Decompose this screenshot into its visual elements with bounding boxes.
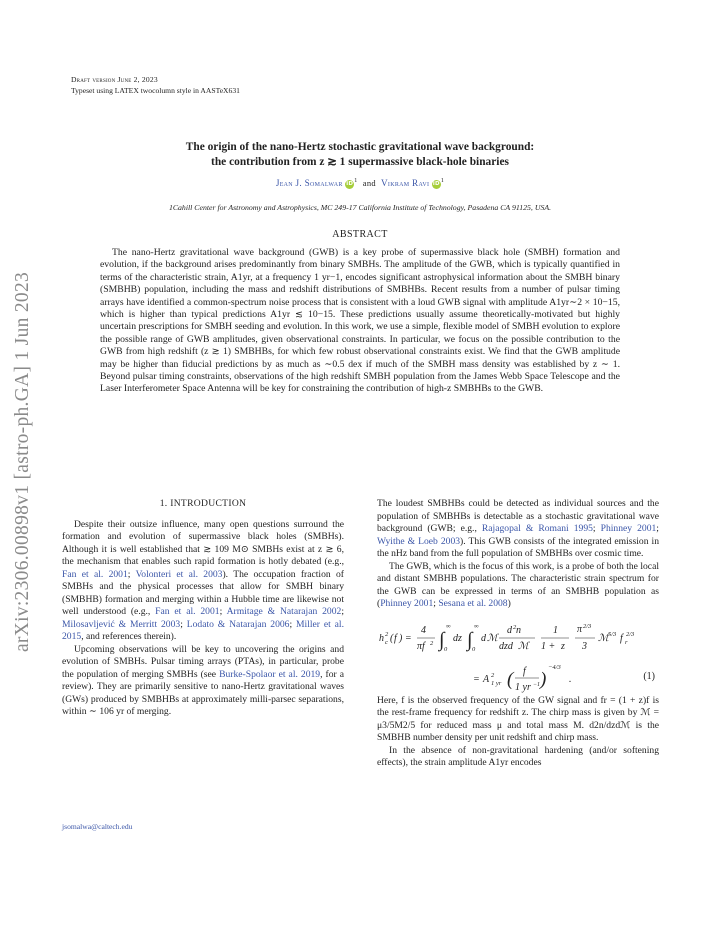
orcid-icon[interactable]: iD <box>346 181 354 187</box>
section-heading-introduction: 1. INTRODUCTION <box>159 498 247 509</box>
svg-text:d: d <box>481 632 486 644</box>
svg-text:∞: ∞ <box>446 622 451 630</box>
text-span: The GWB, which is the focus of this work, is a probe of both the local and distant SMBHB populations. The characteristic strain spectrum for the GWB can be expressed in terms of an SMBHB population as ( <box>377 560 659 609</box>
svg-text:): ) <box>540 668 547 690</box>
citation-link[interactable]: Fan et al. 2001 <box>155 606 220 617</box>
text-span: ; <box>180 618 187 630</box>
svg-text:0: 0 <box>472 645 476 653</box>
text-span: ; <box>127 568 136 580</box>
text-span: ; <box>219 606 227 617</box>
title-line-2: the contribution from z ≳ 1 supermassive black-hole binaries <box>211 156 509 168</box>
svg-text:f: f <box>620 632 623 644</box>
svg-text:2/3: 2/3 <box>583 622 592 630</box>
svg-text:c: c <box>385 638 388 646</box>
title-line-1: The origin of the nano-Hertz stochastic gravitational wave background: <box>185 141 535 153</box>
affiliation: 1Cahill Center for Astronomy and Astrophysics, MC 249-17 California Institute of Technology, Pasadena CA 91125, USA. <box>168 203 552 212</box>
citation-link[interactable]: Phinney 2001 <box>380 598 434 609</box>
svg-text:2: 2 <box>491 671 495 679</box>
svg-text:ℳ: ℳ <box>518 640 529 652</box>
author-conjunction: and <box>362 178 376 188</box>
svg-text:∫: ∫ <box>439 628 445 651</box>
svg-text:1 yr: 1 yr <box>491 679 502 687</box>
right-paragraph-2 <box>377 561 659 611</box>
svg-text:) =: ) = <box>399 632 412 644</box>
svg-text:π: π <box>577 623 583 635</box>
citation-link[interactable]: Burke-Spolaor et al. 2019 <box>219 668 321 680</box>
svg-text:f: f <box>523 665 526 677</box>
author-somalwar[interactable]: Jean J. Somalwar <box>275 178 343 188</box>
citation-link[interactable]: Miller et al. 2015 <box>62 618 344 642</box>
svg-text:=: = <box>473 673 480 685</box>
typeset-line: Typeset using LATEX twocolumn style in AASTeX631 <box>71 86 240 95</box>
abstract-heading: ABSTRACT <box>332 229 388 240</box>
paper-title <box>100 140 620 170</box>
svg-text:5/3: 5/3 <box>608 630 617 638</box>
author-2-affil-mark: 1 <box>440 178 445 184</box>
arxiv-stamp-text: arXiv:2306.00898v1 [astro-ph.GA] 1 Jun 2023 <box>12 271 33 653</box>
text-span: The loudest SMBHBs could be detected as individual sources and the population of SMBHBs is detectable as a stochastic gravitational wave background (GWB; e.g., <box>377 498 659 534</box>
footnote-email[interactable]: jsomalwa@caltech.edu <box>62 822 133 831</box>
svg-text:2: 2 <box>513 623 517 631</box>
svg-text:r: r <box>625 638 628 646</box>
text-span: , for a review). They are primarily sensitive to nano-Hertz gravitational waves (GWs) produced by SMBHBs at approximately milli-parsec separations, within ∼ 106 yr of merging. <box>62 668 345 717</box>
author-1-affil-mark: 1 <box>354 178 358 184</box>
citation-link[interactable]: Armitage & Natarajan 2002 <box>226 606 342 617</box>
right-paragraph-1 <box>377 498 659 561</box>
text-span: Despite their outsize influence, many open questions surround the formation and evolution of supermassive black holes (SMBHs). Although it is well established that ≳ 109 M⊙ SMBHs exist at z ≳ 6, the mechanism that enables such rapid formation is hotly debated (e.g., <box>62 518 344 567</box>
svg-text:∫: ∫ <box>467 628 473 651</box>
equation-1 <box>377 611 659 695</box>
text-span: ; <box>656 523 659 534</box>
svg-text:∞: ∞ <box>474 622 479 630</box>
citation-link[interactable]: Lodato & Natarajan 2006 <box>186 618 290 630</box>
equation-number: (1) <box>643 670 655 682</box>
svg-text:4: 4 <box>421 624 426 636</box>
right-paragraph-3: Here, f is the observed frequency of the GW signal and fr = (1 + z)f is the rest-frame frequency for redshift z. The chirp mass is given by ℳ = μ3/5M2/5 for reduced mass μ and total mass M. d2n/dzdℳ is the SMBHB number density per unit redshift and chirp mass. <box>377 694 659 743</box>
citation-link[interactable]: Fan et al. 2001 <box>62 568 128 580</box>
svg-text:d: d <box>507 624 512 636</box>
text-span: ; <box>341 606 344 617</box>
draft-version-line <box>71 75 158 85</box>
arxiv-stamp <box>8 232 38 692</box>
text-span: ; <box>592 523 601 534</box>
svg-text:1 yr: 1 yr <box>515 681 531 693</box>
draft-version-text: Draft version June 2, 2023 <box>71 75 158 84</box>
svg-text:f: f <box>394 632 397 644</box>
svg-text:πf: πf <box>417 640 425 652</box>
citation-link[interactable]: Wyithe & Loeb 2003 <box>377 535 461 547</box>
svg-text:dzd: dzd <box>499 640 513 652</box>
svg-text:−4/3: −4/3 <box>548 663 561 671</box>
svg-text:z: z <box>561 640 565 652</box>
author-list <box>100 178 620 189</box>
svg-text:1: 1 <box>553 624 558 636</box>
svg-text:dz: dz <box>453 632 462 644</box>
svg-text:2/3: 2/3 <box>626 630 635 638</box>
right-paragraph-4: In the absence of non-gravitational hardening (and/or softening effects), the strain amplitude A1yr encodes <box>377 744 659 768</box>
svg-text:ℳ: ℳ <box>598 632 609 644</box>
right-column <box>377 498 659 770</box>
text-span: ). This GWB consists of the integrated emission in the nHz band from the full population of SMBHBs over cosmic time. <box>377 535 659 559</box>
svg-text:h: h <box>379 632 384 644</box>
text-span: ; <box>433 598 439 609</box>
orcid-icon[interactable]: iD <box>432 181 440 187</box>
svg-text:2: 2 <box>430 639 434 647</box>
citation-link[interactable]: Rajagopal & Romani 1995 <box>481 523 593 534</box>
citation-link[interactable]: Milosavljević & Merritt 2003 <box>62 618 181 630</box>
equation-1-graphic <box>377 611 659 695</box>
svg-text:3: 3 <box>582 640 587 652</box>
svg-text:−1: −1 <box>533 681 541 688</box>
left-column <box>62 498 344 719</box>
citation-link[interactable]: Phinney 2001 <box>600 523 657 534</box>
svg-text:0: 0 <box>444 645 448 653</box>
svg-text:.: . <box>569 673 572 685</box>
svg-text:(: ( <box>507 668 514 690</box>
text-span: Upcoming observations will be key to uncovering the origins and evolution of SMBHs. Pulsar timing arrays (PTAs), in particular, probe the population of merging SMBHs (see <box>62 643 344 680</box>
svg-text:ℳ: ℳ <box>487 632 498 644</box>
author-ravi[interactable]: Vikram Ravi <box>381 178 430 188</box>
citation-link[interactable]: Sesana et al. 2008 <box>438 598 508 609</box>
text-span: ). The occupation fraction of SMBHs and the physical processes that allow for SMBH binary (SMBHB) formation and merging within a Hubble time are likewise not well understood (e.g., <box>62 568 344 617</box>
svg-text:1 +: 1 + <box>541 640 556 652</box>
svg-text:(: ( <box>390 632 394 644</box>
text-span: ) <box>507 598 511 609</box>
intro-paragraph-2 <box>62 644 344 719</box>
svg-text:2: 2 <box>385 630 389 638</box>
abstract-body: The nano-Hertz gravitational wave background (GWB) is a key probe of supermassive black hole (SMBH) formation and evolution, if the background arises predominantly from binary SMBHs. The amplitude of the GWB, which is typically quantified in terms of the characteristic strain, A1yr, at a frequency 1 yr−1, encodes significant astrophysical information about the SMBH binary (SMBHB) population, including the mass and redshift distributions of SMBHBs. Recent results from a number of pulsar timing arrays have identified a common-spectrum noise process that is consistent with a loud GWB signal with amplitude A1yr∼2 × 10−15, which is higher than typical predictions A1yr ≲ 10−15. These predictions usually assume theoretically-motivated but highly uncertain prescriptions for SMBH seeding and evolution. In this work, we use a simple, flexible model of SMBH evolution to explore the possible range of GWB amplitudes, given observational constraints. In particular, we focus on the possible contribution to the GWB from high redshift (z ≳ 1) SMBHBs, for which few robust observational constraints exist. We find that the GWB amplitude may be higher than fiducial predictions by as much as ∼0.5 dex if much of the SMBH mass density was established by z ∼ 1. Beyond pulsar timing constraints, observations of the high redshift SMBH population from the James Webb Space Telescope and the Laser Interferometer Space Antenna will be key for constraining the contribution of high-z SMBHBs to the GWB. <box>100 247 620 395</box>
citation-link[interactable]: Volonteri et al. 2003 <box>135 568 223 580</box>
text-span: ; <box>289 618 297 630</box>
intro-paragraph-1 <box>62 519 344 644</box>
svg-text:n: n <box>516 624 521 636</box>
text-span: , and references therein). <box>81 631 177 642</box>
svg-text:A: A <box>483 673 490 685</box>
